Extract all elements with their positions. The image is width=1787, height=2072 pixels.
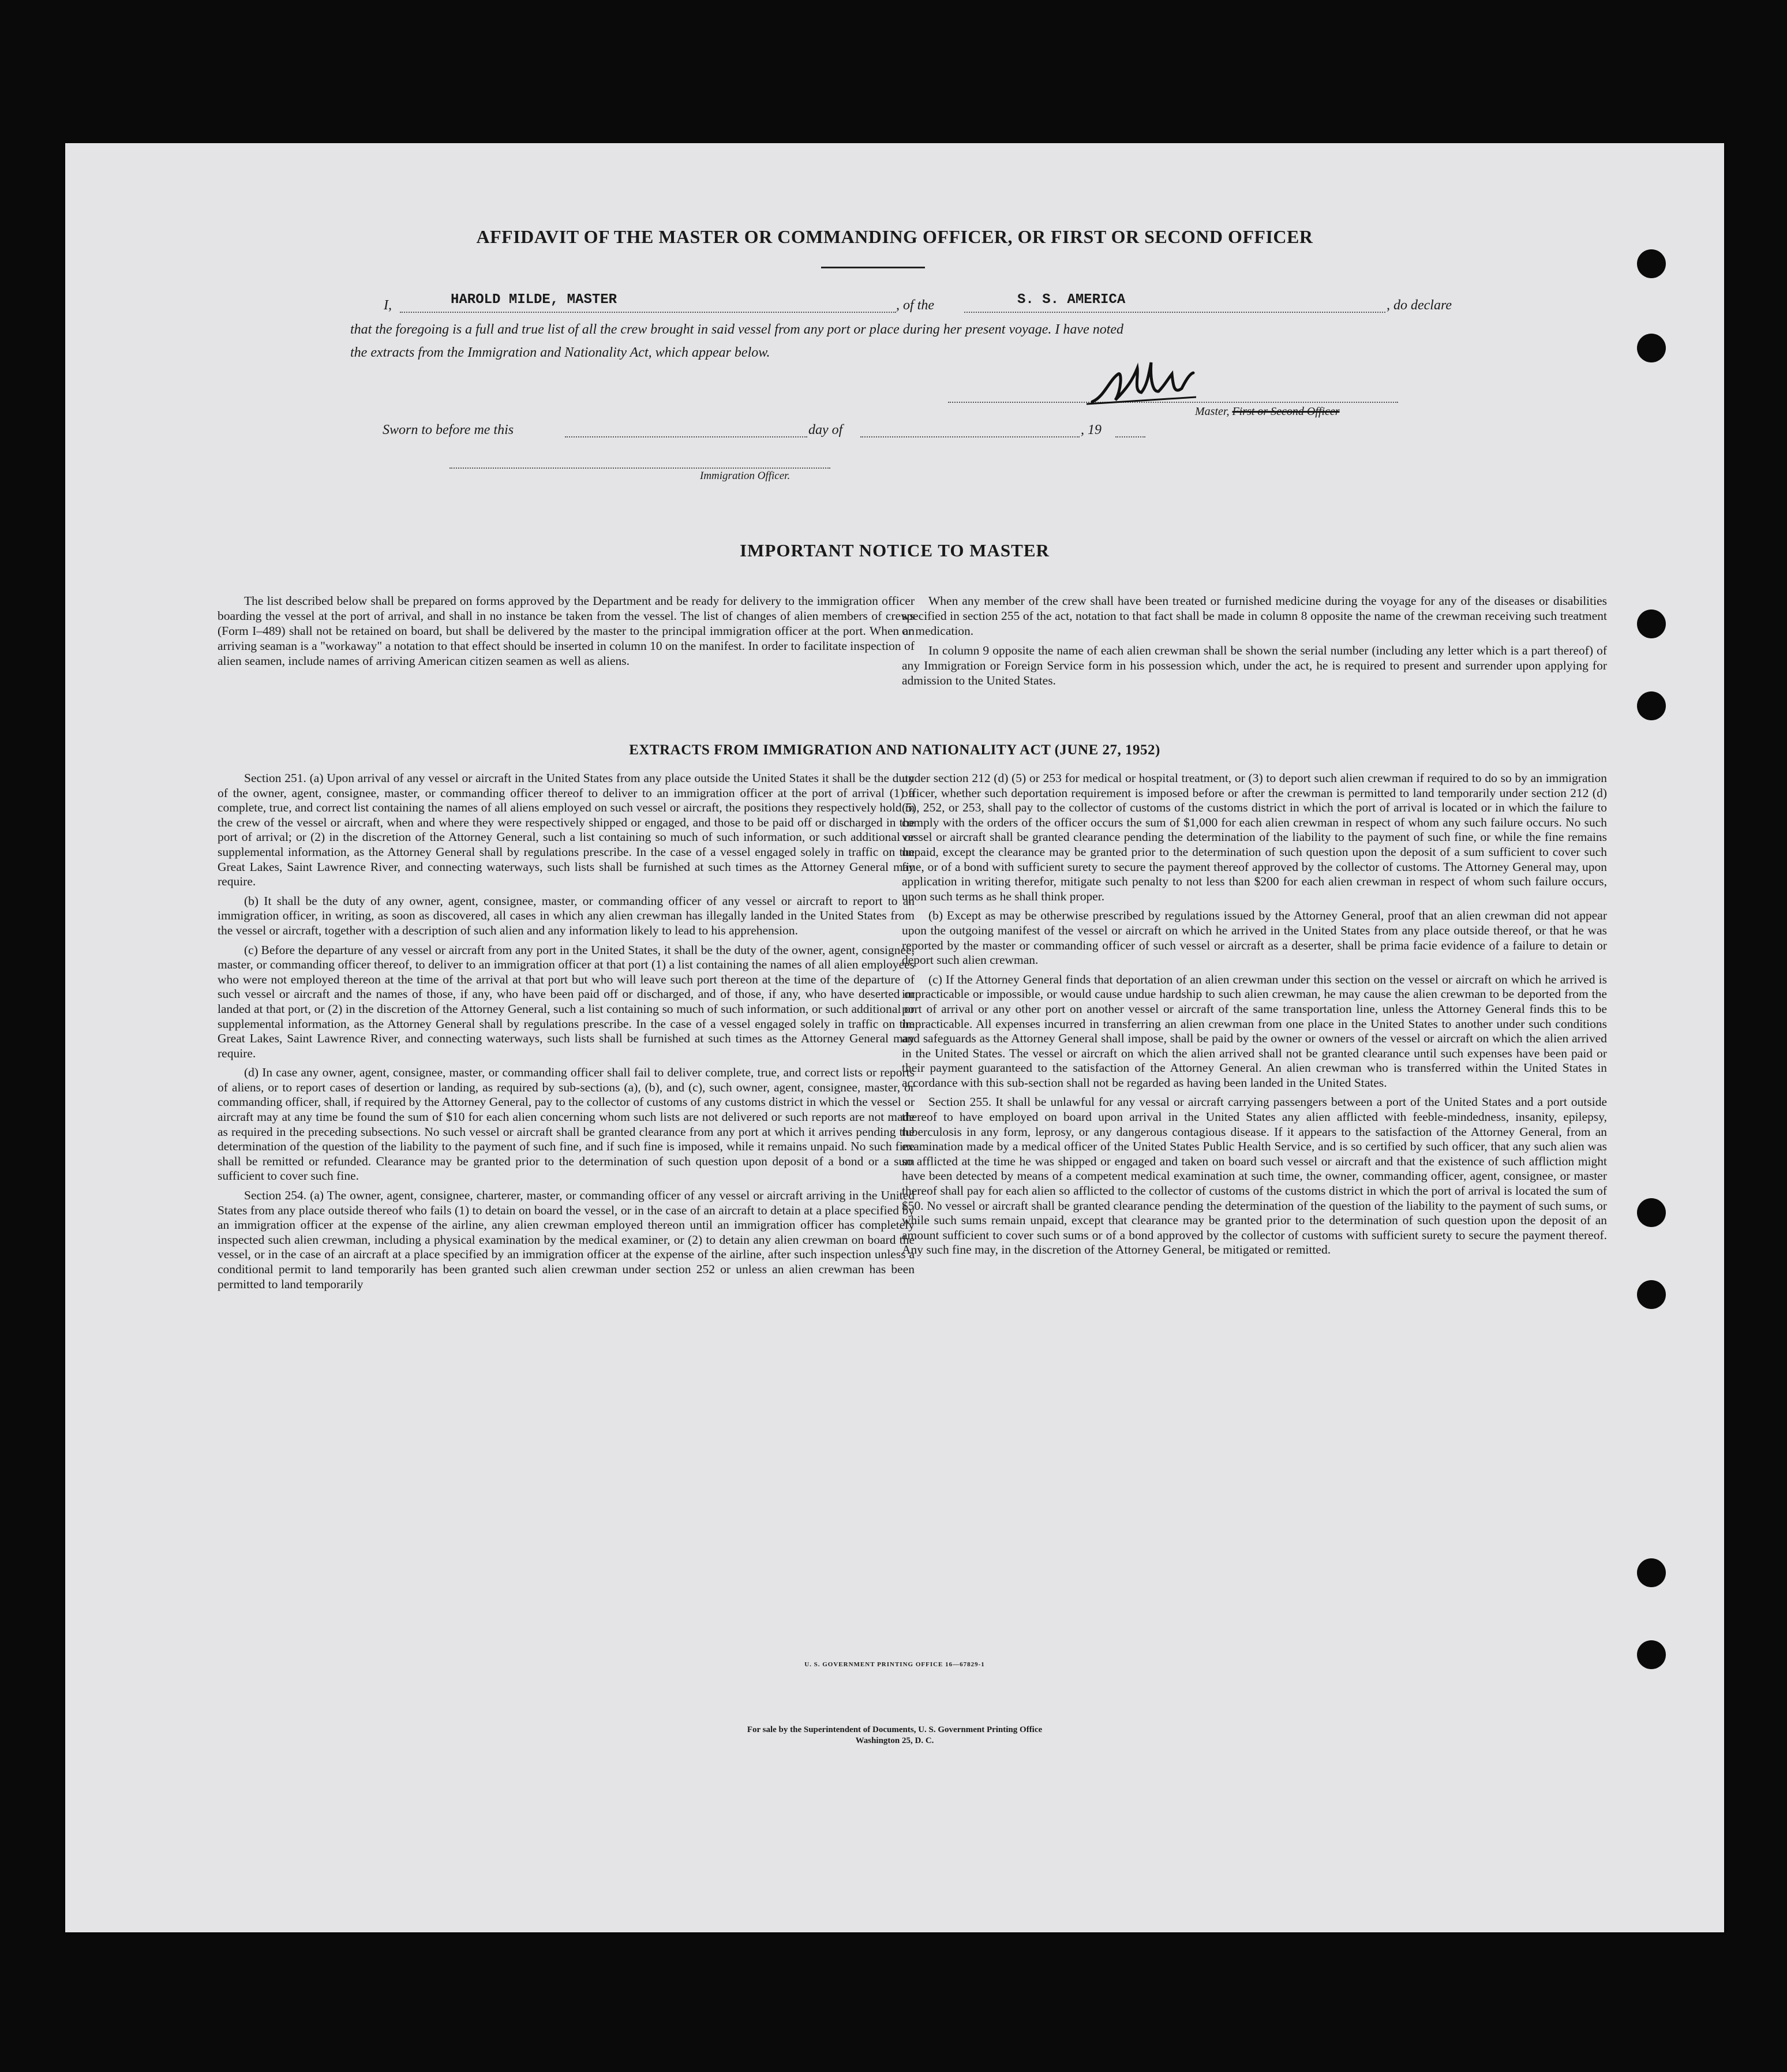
notice-left-column <box>218 593 915 673</box>
printing-office-line: U. S. GOVERNMENT PRINTING OFFICE 16—67829-1 <box>804 1661 985 1668</box>
punch-hole <box>1637 1558 1666 1587</box>
document-sheet <box>65 143 1724 1932</box>
name-line <box>400 312 896 313</box>
punch-hole <box>1637 1280 1666 1309</box>
section-251-c: (c) Before the departure of any vessel or aircraft from any port in the United States, it shall be the duty of the owner, agent, consignee, master, or commanding officer thereof, to deliver to an immigration officer at that port (1) a list containing the names of all alien employees who were not employed thereon at the time of the arrival at that port but who will leave such port thereon at the time of the departure of such vessel or aircraft and the names of those, if any, who have been paid off or discharged, and of those, if any, who have deserted or landed at that port, or (2) in the discretion of the Attorney General, such a list containing so much of such information, or such additional or supplemental information, as the Attorney General shall by regulations prescribe. In the case of a vessel engaged solely in traffic on the Great Lakes, Saint Lawrence River, and connecting waterways, such lists shall be furnished at such times as the Attorney General may require. <box>218 943 915 1060</box>
notice-right-column <box>902 593 1607 693</box>
punch-hole <box>1637 1640 1666 1669</box>
master-name-field[interactable]: HAROLD MILDE, MASTER <box>451 292 617 308</box>
punch-hole <box>1637 609 1666 638</box>
signature-caption <box>1195 405 1340 418</box>
section-254-c: (c) If the Attorney General finds that deportation of an alien crewman under this section on the vessel or aircraft on which he arrived is impracticable or impossible, or would cause undue hardship to such alien crewman, he may cause the alien crewman to be deported from the port of arrival or any other port on another vessel or aircraft of the same transportation line, unless the Attorney General finds this to be impracticable. All expenses incurred in transferring an alien crewman from one place in the United States to another under such conditions and safeguards as the Attorney General shall impose, shall be paid by the owner or owners of the vessel or aircraft on which the alien arrived in the United States. The vessel or aircraft on which the alien arrived shall not be granted clearance until such expenses have been paid or their payment guaranteed to the satisfaction of the Attorney General. An alien crewman who is transferred within the United States in accordance with this sub-section shall not be regarded as having been landed in the United States. <box>902 972 1607 1090</box>
section-254-a: Section 254. (a) The owner, agent, consignee, charterer, master, or commanding officer of any vessel or aircraft arriving in the United States from any place outside thereof who fails (1) to detain on board the vessel, or in the case of an aircraft to detain at a place specified by an immigration officer at the expense of the airline, any alien crewman employed thereon until an immigration officer has completely inspected such alien crewman, including a physical examination by the medical examiner, or (2) to detain any alien crewman on board the vessel, or in the case of an aircraft at a place specified by an immigration officer at the expense of the airline, after such inspection unless a conditional permit to land temporarily has been granted such alien crewman under section 252 or unless an alien crewman has been permitted to land temporarily <box>218 1188 915 1291</box>
section-251-a: Section 251. (a) Upon arrival of any vessel or aircraft in the United States from any place outside the United States it shall be the duty of the owner, agent, consignee, master, or commanding officer thereof to deliver to an immigration officer at the port of arrival (1) a complete, true, and correct list containing the names of all aliens employed on such vessel or aircraft, the positions they respectively hold in the crew of the vessel or aircraft, when and where they were respectively shipped or engaged, and those to be paid off or discharged in the port of arrival; or (2) in the discretion of the Attorney General, such a list containing so much of such information, or such additional or supplemental information, as the Attorney General shall by regulations prescribe. In the case of a vessel engaged solely in traffic on the Great Lakes, Saint Lawrence River, and connecting waterways, such lists shall be furnished at such times as the Attorney General may require. <box>218 771 915 889</box>
for-sale-line-1: For sale by the Superintendent of Documents, U. S. Government Printing Office <box>747 1725 1043 1734</box>
caption-struck-officer: First or Second Officer <box>1232 405 1340 418</box>
day-of-label: day of <box>808 422 843 437</box>
section-254-a-continued: under section 212 (d) (5) or 253 for medical or hospital treatment, or (3) to deport such alien crewman if required to do so by an immigration officer, whether such deportation requirement is imposed before or after the crewman is permitted to land temporarily under section 212 (d) (5), 252, or 253, shall pay to the collector of customs of the customs district in which the port of arrival is located or in which the failure to comply with the orders of the officer occurs the sum of $1,000 for each alien crewman in respect of whom any such failure occurs. No such vessel or aircraft shall be granted clearance pending the determination of the liability to the payment of such fine, or while the fine remains unpaid, except the clearance may be granted prior to the determination of such question upon the deposit of a sum sufficient to cover such fine, or of a bond with sufficient surety to secure the payment thereof approved by the collector of customs. The Attorney General may, upon application in writing therefor, mitigate such penalty to not less than $200 for each alien crewman in respect of whom such failure occurs, upon such terms as he shall think proper. <box>902 771 1607 903</box>
year-label: , 19 <box>1081 422 1102 437</box>
extracts-heading: EXTRACTS FROM IMMIGRATION AND NATIONALITY ACT (JUNE 27, 1952) <box>629 742 1160 758</box>
declare-label: , do declare <box>1387 298 1452 313</box>
i-label: I, <box>384 298 392 313</box>
vessel-line <box>964 312 1385 313</box>
notice-left-paragraph: The list described below shall be prepared on forms approved by the Department and be ready for delivery to the immigration officer boarding the vessel at the port of arrival, and shall in no instance be taken from the vessel. The list of changes of alien members of crews (Form I–489) shall not be retained on board, but shall be delivered by the master to the principal immigration officer at the port. When an arriving seaman is a "workaway" a notation to that effect should be inserted in column 10 on the manifest. In order to facilitate inspection of alien seamen, include names of arriving American citizen seamen as well as aliens. <box>218 594 915 668</box>
affidavit-heading: AFFIDAVIT OF THE MASTER OR COMMANDING OFFICER, OR FIRST OR SECOND OFFICER <box>476 226 1313 247</box>
section-251-d: (d) In case any owner, agent, consignee, master, or commanding officer shall fail to deliver complete, true, and correct lists or reports of aliens, or to report cases of desertion or landing, as required by sub-sections (a), (b), and (c), such owner, agent, consignee, master, or commanding officer, shall, if required by the Attorney General, pay to the collector of customs of any customs district in which the vessel or aircraft may at any time be found the sum of $10 for each alien concerning whom such lists are not delivered or such reports are not made as required in the preceding subsections. No such vessel or aircraft shall be granted clearance from any port at which it arrives pending the determination of the question of the liability to the payment of such fine, and if such fine is imposed, while it remains unpaid. No such fine shall be remitted or refunded. Clearance may be granted prior to the determination of such question upon deposit of a bond or a sum sufficient to cover such fine. <box>218 1065 915 1183</box>
sworn-month-line[interactable] <box>860 436 1080 437</box>
immigration-officer-line[interactable] <box>449 467 830 469</box>
extracts-left-column <box>218 771 915 1296</box>
punch-hole <box>1637 249 1666 278</box>
notice-heading: IMPORTANT NOTICE TO MASTER <box>740 540 1050 560</box>
punch-hole <box>1637 1198 1666 1227</box>
section-251-b: (b) It shall be the duty of any owner, agent, consignee, master, or commanding officer of any vessel or aircraft to report to an immigration officer, in writing, as soon as discovered, all cases in which any alien crewman has illegally landed in the United States from the vessel or aircraft, together with a description of such alien and any information likely to lead to his apprehension. <box>218 893 915 937</box>
immigration-officer-label: Immigration Officer. <box>700 470 791 482</box>
section-254-b: (b) Except as may be otherwise prescribed by regulations issued by the Attorney General, proof that an alien crewman did not appear upon the outgoing manifest of the vessel or aircraft on which he arrived in the United States from any place outside thereof, or that he was reported by the master or commanding officer of such vessel or aircraft as a deserter, shall be prima facie evidence of a failure to detain or deport such alien crewman. <box>902 908 1607 967</box>
notice-right-paragraph-1: When any member of the crew shall have been treated or furnished medicine during the voyage for any of the diseases or disabilities specified in section 255 of the act, notation to that fact shall be made in column 8 opposite the name of the crewman receiving such treatment or medication. <box>902 594 1607 638</box>
sworn-year-line[interactable] <box>1115 436 1145 437</box>
vessel-name-field[interactable]: S. S. AMERICA <box>1017 292 1126 308</box>
declaration-line-1: that the foregoing is a full and true list of all the crew brought in said vessel from any port or place during her present voyage. I have noted <box>350 322 1124 337</box>
caption-master: Master, <box>1195 405 1232 418</box>
master-signature <box>1087 357 1202 414</box>
notice-right-paragraph-2: In column 9 opposite the name of each alien crewman shall be shown the serial number (including any letter which is a part thereof) of any Immigration or Foreign Service form in his possession which, under the act, he is required to present and surrender upon applying for admission to the United States. <box>902 644 1607 687</box>
punch-hole <box>1637 334 1666 362</box>
sworn-date-line[interactable] <box>565 436 807 437</box>
punch-hole <box>1637 691 1666 720</box>
sworn-label: Sworn to before me this <box>383 422 514 437</box>
declaration-line-2: the extracts from the Immigration and Nationality Act, which appear below. <box>350 345 770 360</box>
heading-rule <box>821 267 925 268</box>
extracts-right-column <box>902 771 1607 1262</box>
for-sale-line-2: Washington 25, D. C. <box>855 1736 934 1745</box>
section-255: Section 255. It shall be unlawful for any vessal or aircraft carrying passengers between a port of the United States and a port outside thereof to have employed on board upon arrival in the United States any alien afflicted with feeble-mindedness, insanity, epilepsy, tuberculosis in any form, leprosy, or any dangerous contagious disease. If it appears to the satisfaction of the Attorney General, from an examination made by a medical officer of the United States Public Health Service, and is so certified by such officer, that any such alien was so afflicted at the time he was shipped or engaged and taken on board such vessel or aircraft and that the existence of such affliction might have been detected by means of a competent medical examination at such time, the owner, commanding officer, agent, consignee, or master thereof shall pay for each alien so afflicted to the collector of customs of the customs district in which the port of arrival is located the sum of $50. No vessel or aircraft shall be granted clearance pending the determination of the question of the liability to the payment of such sums, or while such sums remain unpaid, except that clearance may be granted prior to the determination of such question upon the deposit of an amount sufficient to cover such sums or of a bond approved by the collector of customs with sufficient surety to secure the payment thereof. Any such fine may, in the discretion of the Attorney General, be mitigated or remitted. <box>902 1095 1607 1257</box>
of-the-label: , of the <box>896 298 934 313</box>
